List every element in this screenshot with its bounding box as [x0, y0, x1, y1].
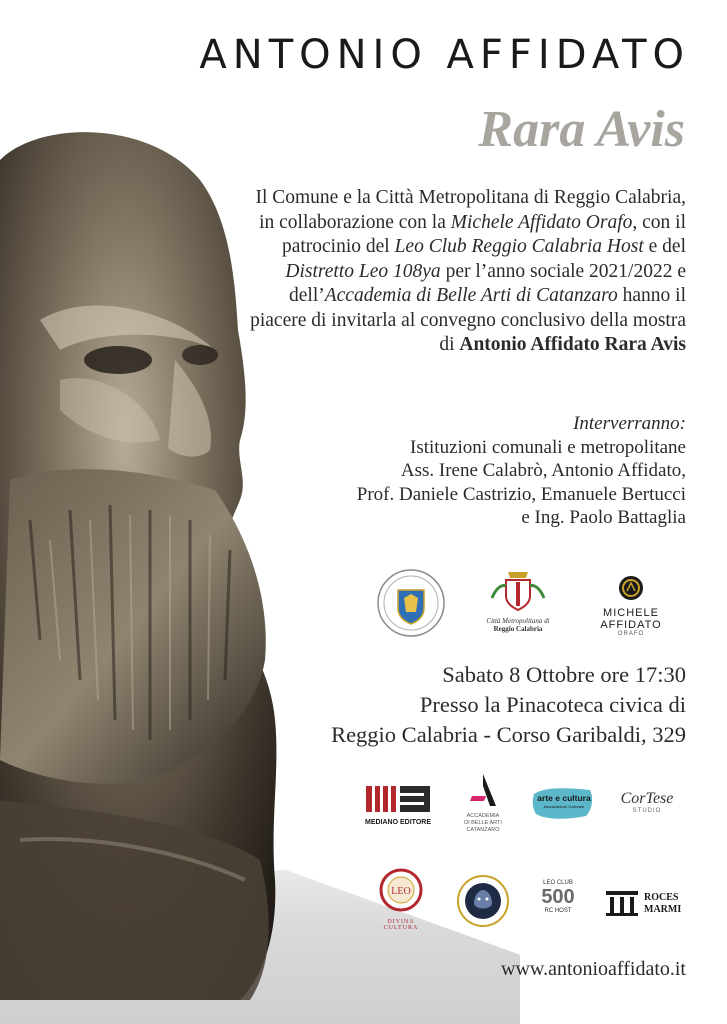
speaker-line: Prof. Daniele Castrizio, Emanuele Bertucci: [356, 483, 686, 505]
website-link[interactable]: www.antonioaffidato.it: [501, 958, 686, 980]
michele-affidato-emblem-icon: [617, 574, 645, 602]
event-date: Sabato 8 Ottobre ore 17:30: [442, 662, 686, 687]
speaker-line: Istituzioni comunali e metropolitane: [410, 436, 686, 458]
intro-text-5: e del: [643, 236, 686, 257]
leoclub-number: 500: [541, 886, 575, 908]
mediano-editore-label: MEDIANO EDITORE: [365, 819, 431, 826]
speaker-line: Ass. Irene Calabrò, Antonio Affidato,: [400, 460, 686, 481]
speakers-heading: Interverranno:: [573, 413, 686, 434]
accademia-label-3: CATANZARO: [466, 827, 500, 833]
leoclub-top: LEO CLUB: [543, 880, 573, 886]
intro-text-1: Il Comune e la Città Metropolitana di Reggio Calabria, in collaborazione con la: [255, 187, 686, 233]
citta-label-1: Città Metropolitana di: [486, 617, 550, 625]
michele-affidato-name: MICHELE AFFIDATO: [600, 607, 662, 631]
mediano-editore-logo: [362, 784, 434, 828]
accademia-label-1: ACCADEMIA: [466, 813, 500, 819]
column-icon: [604, 888, 640, 918]
speaker-line: e Ing. Paolo Battaglia: [521, 507, 686, 528]
arte-e-cultura-sub: Associazione Culturale: [543, 804, 585, 809]
michele-affidato-sub: ORAFO: [617, 631, 645, 637]
michele-affidato-logo: [572, 574, 690, 637]
leoclub-bottom: RC HOST: [544, 908, 572, 914]
citta-metropolitana-logo: [478, 568, 558, 638]
svg-text:LEO: LEO: [391, 886, 411, 897]
cortese-studio-logo: [612, 790, 682, 826]
intro-text-9: hanno il piacere di invitarla al convegno conclusivo della mostra di: [250, 285, 686, 355]
mediano-editore-mark-icon: [364, 784, 432, 814]
intro-accademia: Accademia di Belle Arti di Catanzaro: [324, 285, 618, 306]
intro-leo-club: Leo Club Reggio Calabria Host: [394, 236, 644, 257]
event-place: Presso la Pinacoteca civica di: [419, 692, 686, 717]
distretto-leo-lion-logo: [456, 874, 510, 928]
page-title: ANTONIO AFFIDATO: [199, 32, 690, 78]
accademia-triangle-icon: [468, 772, 498, 808]
intro-text-3: , con il patrocinio del: [281, 211, 686, 257]
event-address: Reggio Calabria - Corso Garibaldi, 329: [331, 722, 686, 747]
intro-michele-affidato-orafo: Michele Affidato Orafo: [450, 211, 633, 233]
arte-e-cultura-label: arte e cultura: [537, 793, 591, 803]
event-details: [270, 660, 686, 750]
arte-e-cultura-splash-icon: [530, 784, 596, 822]
speakers-block: [300, 412, 686, 530]
divina-label-2: CULTURA: [383, 925, 419, 931]
exhibition-subtitle: Rara Avis: [478, 101, 685, 158]
coat-of-arms-icon: [478, 568, 558, 612]
arte-e-cultura-logo: [530, 784, 596, 822]
roces-label-1: ROCES: [644, 892, 679, 903]
intro-distretto-leo: Distretto Leo 108ya: [285, 260, 441, 282]
invitation-paragraph: [250, 186, 686, 358]
intro-text-7: per l’anno sociale 2021/2022 e dell’: [289, 260, 686, 306]
cortese-sub: STUDIO: [632, 808, 662, 814]
cortese-label: CorTese: [620, 790, 674, 807]
divina-cultura-wreath-icon: [377, 868, 425, 914]
leo-club-rc-host-logo: [530, 880, 586, 936]
roces-marmi-logo: [604, 888, 688, 920]
comune-reggio-seal-logo: [376, 568, 446, 638]
intro-exhibition-name: Antonio Affidato Rara Avis: [459, 334, 686, 355]
accademia-belle-arti-logo: [456, 772, 510, 842]
accademia-label-2: DI BELLE ARTI: [464, 820, 502, 826]
divina-label-1: DIVINA: [387, 919, 415, 925]
divina-cultura-logo: [374, 868, 428, 936]
citta-label-2: Reggio Calabria: [493, 625, 543, 633]
roces-label-2: MARMI: [644, 904, 682, 915]
